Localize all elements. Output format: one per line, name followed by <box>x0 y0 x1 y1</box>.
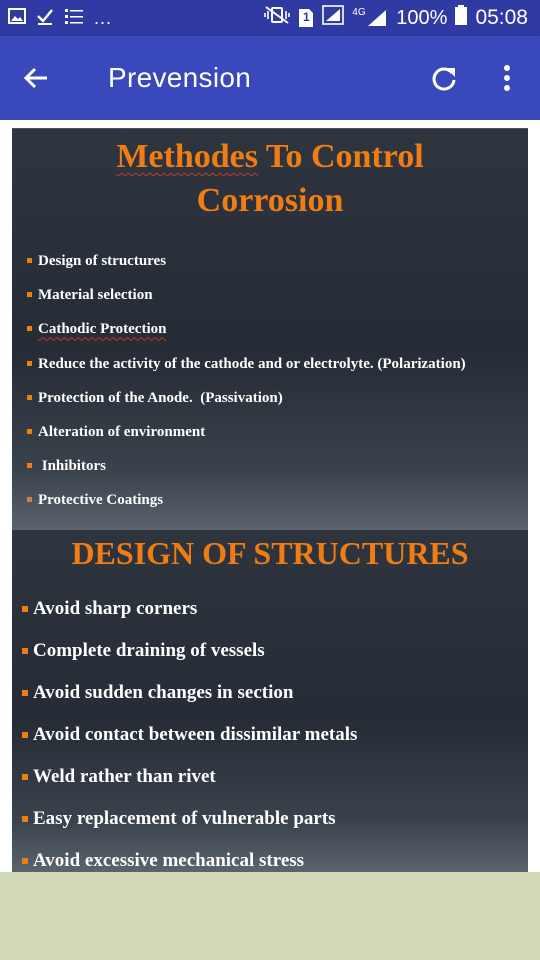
bullet-icon <box>27 463 32 468</box>
bullet-icon <box>27 258 32 263</box>
list-item <box>12 765 528 807</box>
slide-title: DESIGN OF STRUCTURES <box>71 535 469 571</box>
list-item <box>12 639 528 681</box>
signal-icon <box>322 5 344 31</box>
bullet-icon <box>22 606 28 612</box>
signal-4g-icon <box>352 8 388 28</box>
overflow-menu-button[interactable] <box>490 60 524 96</box>
bullet-icon <box>22 690 28 696</box>
slide-methods <box>12 128 528 531</box>
battery-percent: 100% <box>396 6 448 29</box>
slide-design-of-structures <box>12 530 528 872</box>
app-bar <box>0 36 540 120</box>
list-icon <box>64 7 84 30</box>
network-type-label: 4G <box>352 7 366 18</box>
list-item <box>12 681 528 723</box>
status-bar <box>0 0 540 36</box>
bullet-icon <box>27 292 32 297</box>
web-content[interactable] <box>0 120 540 872</box>
list-item-text: Complete draining of vessels <box>33 640 265 661</box>
list-item-text: Protective Coatings <box>38 492 164 509</box>
bullet-icon <box>27 361 32 366</box>
page-title: Prevension <box>108 62 252 93</box>
clock: 05:08 <box>475 6 528 29</box>
list-item-text: Cathodic Protection <box>38 321 167 338</box>
list-item <box>12 456 528 490</box>
bullet-icon <box>27 395 32 400</box>
list-item <box>12 319 528 353</box>
title-line1-rest: To Control <box>258 138 424 175</box>
list-item <box>12 285 528 319</box>
more-vert-icon <box>503 64 511 92</box>
bullet-icon <box>27 497 32 502</box>
bullet-icon <box>22 732 28 738</box>
list-item-text: Avoid sharp corners <box>33 598 198 619</box>
more-notifications: ... <box>94 8 113 28</box>
list-item <box>12 422 528 456</box>
bullet-icon <box>22 648 28 654</box>
mute-vibrate-icon <box>264 5 290 31</box>
list-item <box>12 354 528 388</box>
list-item-text: Protection of the Anode. (Passivation) <box>38 389 283 406</box>
list-item <box>12 490 528 524</box>
bullet-icon <box>22 816 28 822</box>
list-item-text: Avoid sudden changes in section <box>33 682 294 703</box>
bullet-icon <box>22 858 28 864</box>
list-item-text: Weld rather than rivet <box>33 766 216 787</box>
design-list <box>12 597 528 872</box>
list-item <box>12 807 528 849</box>
back-button[interactable] <box>18 60 54 96</box>
battery-icon <box>455 5 467 31</box>
list-item-text: Alteration of environment <box>38 423 206 440</box>
bullet-icon <box>27 429 32 434</box>
list-item-text: Material selection <box>38 287 153 304</box>
slide-title <box>12 135 528 223</box>
check-icon <box>36 7 54 30</box>
bullet-icon <box>22 774 28 780</box>
title-word-spellcheck: Methodes <box>116 138 258 175</box>
back-arrow-icon <box>22 64 50 92</box>
list-item-text: Design of structures <box>38 253 167 269</box>
bottom-blank-area <box>0 872 540 960</box>
title-line2: Corrosion <box>196 182 344 219</box>
list-item <box>12 388 528 422</box>
sim-icon <box>298 8 314 28</box>
list-item-text: Inhibitors <box>38 458 106 475</box>
list-item-text: Reduce the activity of the cathode and or electrolyte. (Polarization) <box>38 355 466 372</box>
bullet-icon <box>27 326 32 331</box>
refresh-button[interactable] <box>424 60 464 96</box>
image-icon <box>8 7 26 30</box>
refresh-icon <box>429 63 459 93</box>
methods-list <box>12 251 528 525</box>
notification-icons <box>8 7 112 30</box>
list-item-text: Avoid excessive mechanical stress <box>33 850 305 871</box>
sim-slot-number: 1 <box>302 10 310 24</box>
list-item-text: Avoid contact between dissimilar metals <box>33 724 358 745</box>
list-item <box>12 597 528 639</box>
list-item-text: Easy replacement of vulnerable parts <box>33 808 336 829</box>
list-item <box>12 251 528 285</box>
system-icons <box>264 5 528 31</box>
list-item <box>12 723 528 765</box>
list-item <box>12 849 528 872</box>
